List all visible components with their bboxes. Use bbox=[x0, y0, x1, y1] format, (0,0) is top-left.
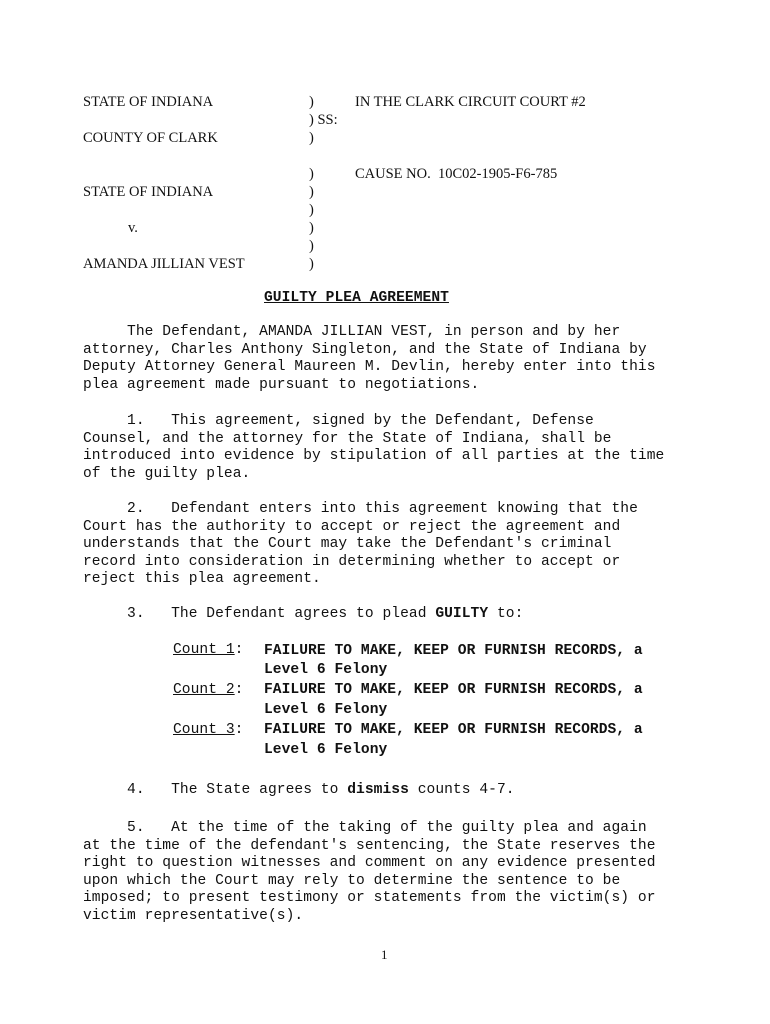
caption-paren-2: ) bbox=[309, 130, 314, 146]
caption-paren-4: ) bbox=[309, 184, 314, 200]
caption-paren-8: ) bbox=[309, 256, 314, 272]
caption-court: IN THE CLARK CIRCUIT COURT #2 bbox=[355, 94, 586, 110]
count-1-label: Count 1 bbox=[173, 642, 235, 658]
count-1-colon: : bbox=[234, 642, 244, 658]
count-1-label-wrap bbox=[173, 641, 243, 659]
intro-paragraph: The Defendant, AMANDA JILLIAN VEST, in person and by her attorney, Charles Anthony Singleton, and the State of Indiana by Deputy Attorney General Maureen M. Devlin, hereby enter into this plea agreement made pursuant to negotiations. bbox=[83, 324, 656, 393]
count-1-offense-line2: Level 6 Felony bbox=[264, 662, 388, 678]
paragraph-3-bold: GUILTY bbox=[435, 606, 489, 622]
count-3-label: Count 3 bbox=[173, 722, 235, 738]
count-2-label: Count 2 bbox=[173, 682, 235, 698]
count-3-colon: : bbox=[234, 722, 244, 738]
paragraph-3-suffix: to: bbox=[488, 606, 524, 622]
paragraph-4-prefix: 4. The State agrees to bbox=[83, 782, 348, 798]
paragraph-4 bbox=[83, 782, 693, 800]
caption-paren-5: ) bbox=[309, 202, 314, 218]
count-1-offense-line1: FAILURE TO MAKE, KEEP OR FURNISH RECORDS, a bbox=[264, 643, 643, 659]
count-2-offense-line2: Level 6 Felony bbox=[264, 702, 388, 718]
caption-versus: v. bbox=[128, 220, 138, 236]
caption-cause: CAUSE NO. 10C02-1905-F6-785 bbox=[355, 166, 558, 182]
count-2-label-wrap bbox=[173, 681, 243, 699]
caption-paren-3: ) bbox=[309, 166, 314, 182]
paragraph-3-prefix: 3. The Defendant agrees to plead bbox=[83, 606, 436, 622]
caption-paren-1: ) bbox=[309, 94, 314, 110]
caption-ss: ) SS: bbox=[309, 112, 338, 128]
count-3-offense-line1: FAILURE TO MAKE, KEEP OR FURNISH RECORDS, a bbox=[264, 722, 643, 738]
caption-county: COUNTY OF CLARK bbox=[83, 130, 218, 146]
count-3-label-wrap bbox=[173, 721, 243, 739]
count-3-offense-line2: Level 6 Felony bbox=[264, 742, 388, 758]
caption-paren-6: ) bbox=[309, 220, 314, 236]
caption-state-left: STATE OF INDIANA bbox=[83, 94, 214, 110]
caption-defendant: AMANDA JILLIAN VEST bbox=[83, 256, 245, 272]
paragraph-3 bbox=[83, 606, 693, 624]
caption-plaintiff: STATE OF INDIANA bbox=[83, 184, 214, 200]
count-2-colon: : bbox=[234, 682, 244, 698]
paragraph-4-suffix: counts 4-7. bbox=[408, 782, 515, 798]
page-number: 1 bbox=[381, 947, 388, 962]
paragraph-5: 5. At the time of the taking of the guilty plea and again at the time of the defendant's sentencing, the State reserves the right to question witnesses and comment on any evidence presented upon which the Court may rely to determine the sentence to be imposed; to present testimony or statements from the victim(s) or victim representative(s). bbox=[83, 820, 656, 924]
caption-paren-7: ) bbox=[309, 238, 314, 254]
document-title: GUILTY PLEA AGREEMENT bbox=[264, 290, 449, 306]
paragraph-2: 2. Defendant enters into this agreement knowing that the Court has the authority to accept or reject the agreement and understands that the Court may take the Defendant's criminal record into consideration in determining whether to accept or reject this plea agreement. bbox=[83, 501, 638, 588]
paragraph-4-bold: dismiss bbox=[347, 782, 409, 798]
count-2-offense-line1: FAILURE TO MAKE, KEEP OR FURNISH RECORDS, a bbox=[264, 682, 643, 698]
paragraph-1: 1. This agreement, signed by the Defendant, Defense Counsel, and the attorney for the State of Indiana, shall be introduced into evidence by stipulation of all parties at the time of the guilty plea. bbox=[83, 413, 665, 482]
